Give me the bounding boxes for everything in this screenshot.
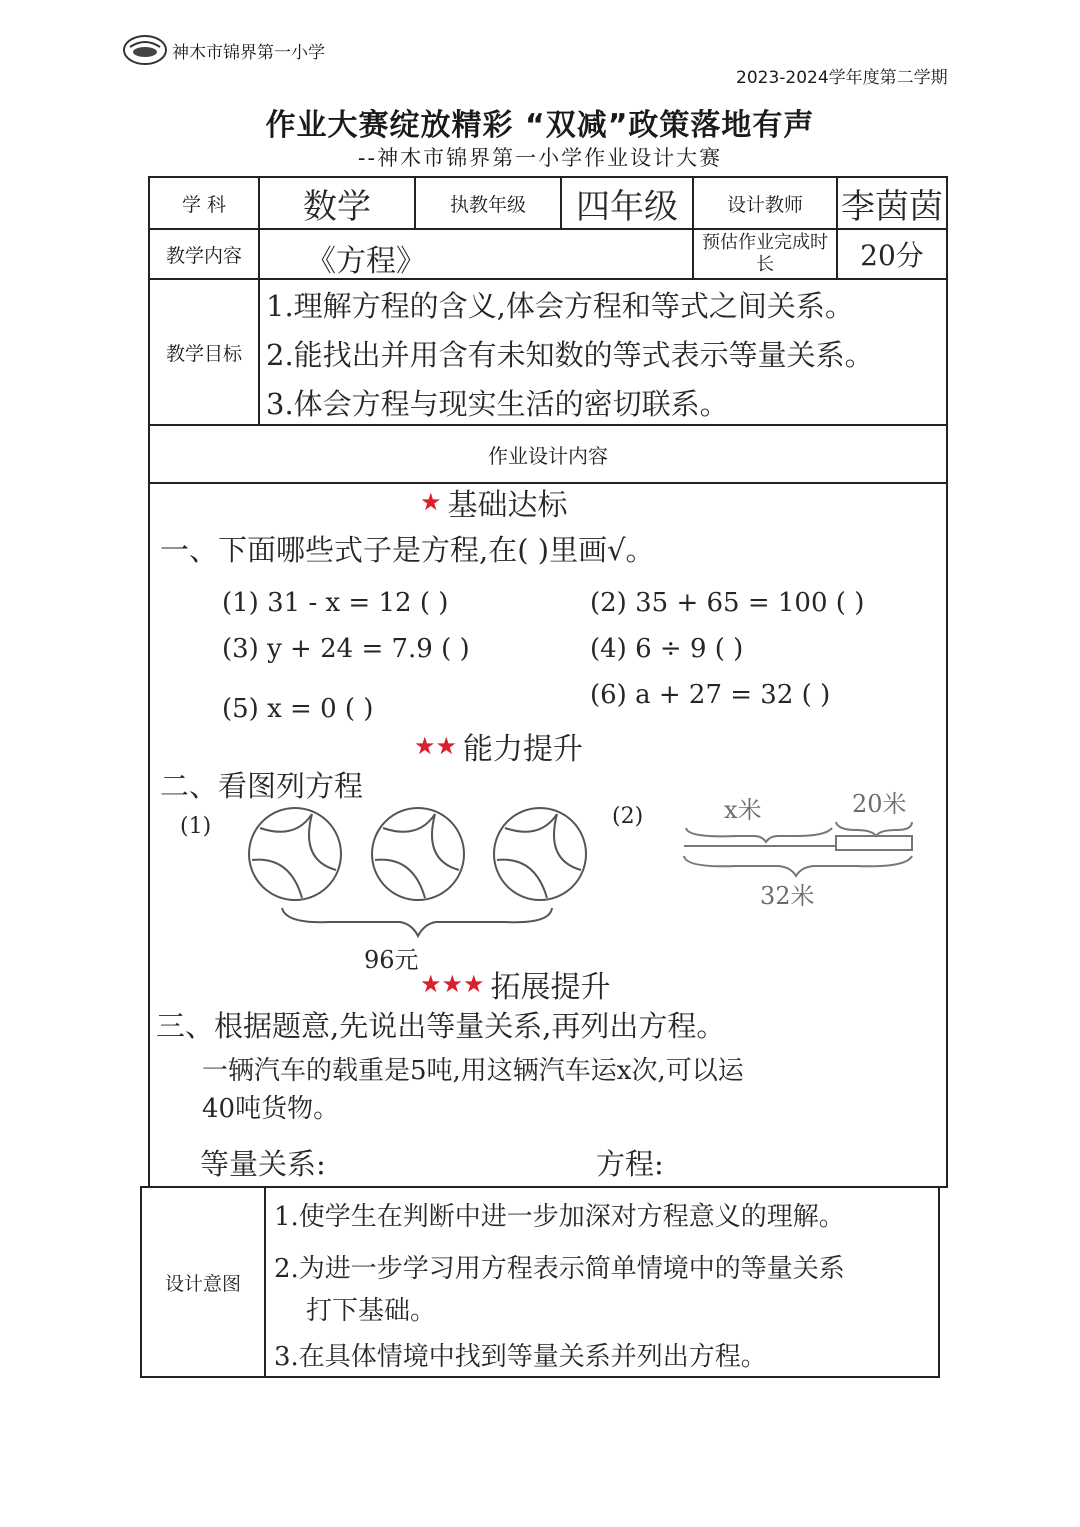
goal-item: 1.理解方程的含义,体会方程和等式之间关系。 xyxy=(266,289,854,323)
row-divider xyxy=(148,278,948,280)
section1-heading xyxy=(420,480,568,524)
intent-label: 设计意图 xyxy=(164,1272,241,1295)
equation-item: (3) y + 24 = 7.9 ( ) xyxy=(222,634,470,664)
teacher-label: 设计教师 xyxy=(726,193,803,216)
content-label: 教学内容 xyxy=(165,244,242,267)
section2-question: 二、看图列方程 xyxy=(160,769,364,803)
homework-header: 作业设计内容 xyxy=(488,443,608,468)
segment-diagram xyxy=(676,812,920,882)
time-value: 20分 xyxy=(860,239,924,272)
section3-problem: 一辆汽车的载重是5吨,用这辆汽车运x次,可以运 xyxy=(202,1056,744,1086)
page-subtitle: --神木市锦界第一小学作业设计大赛 xyxy=(357,146,723,170)
section1-title: 基础达标 xyxy=(447,488,568,523)
intent-item: 2.为进一步学习用方程表示简单情境中的等量关系 xyxy=(274,1254,845,1284)
section1-question: 一、下面哪些式子是方程,在( )里画√。 xyxy=(160,533,655,567)
goal-item: 3.体会方程与现实生活的密切联系。 xyxy=(266,387,729,421)
volleyball-icon xyxy=(372,808,464,900)
equation-item: (2) 35 + 65 = 100 ( ) xyxy=(590,588,865,618)
page-title: 作业大赛绽放精彩 “双减”政策落地有声 xyxy=(265,108,815,143)
school-header xyxy=(122,30,325,70)
star-icon: ★ xyxy=(420,488,442,516)
part1-total: 96元 xyxy=(364,946,419,974)
star-icon: ★★★ xyxy=(420,970,485,998)
section2-title: 能力提升 xyxy=(463,732,584,767)
school-logo-icon xyxy=(122,33,168,67)
part2-label: (2) xyxy=(612,804,644,829)
star-icon: ★★ xyxy=(414,732,458,760)
intent-item: 1.使学生在判断中进一步加深对方程意义的理解。 xyxy=(274,1202,845,1232)
part2-total: 32米 xyxy=(760,882,815,910)
school-name: 神木市锦界第一小学 xyxy=(172,42,325,63)
volleyball-icon xyxy=(249,808,341,900)
time-label: 预估作业完成时长 xyxy=(702,232,828,275)
relation-label: 等量关系: xyxy=(200,1147,326,1181)
section2-heading xyxy=(414,724,583,768)
goals-label: 教学目标 xyxy=(165,342,242,365)
intent-item: 打下基础。 xyxy=(306,1296,437,1326)
volleyball-icon xyxy=(494,808,586,900)
equation-item: (6) a + 27 = 32 ( ) xyxy=(590,680,831,710)
equation-item: (1) 31 - x = 12 ( ) xyxy=(222,588,449,618)
subject-label: 学 科 xyxy=(181,193,227,216)
goal-item: 2.能找出并用含有未知数的等式表示等量关系。 xyxy=(266,338,874,372)
col-divider xyxy=(264,1186,266,1378)
part2-x: x米 xyxy=(724,796,762,824)
equation-item: (4) 6 ÷ 9 ( ) xyxy=(590,634,744,664)
content-value: 《方程》 xyxy=(306,244,426,279)
part1-label: (1) xyxy=(180,814,212,839)
intent-item: 3.在具体情境中找到等量关系并列出方程。 xyxy=(274,1342,767,1372)
equation-item: (5) x = 0 ( ) xyxy=(222,694,374,724)
term-label: 2023-2024学年度第二学期 xyxy=(736,68,948,88)
subject-value: 数学 xyxy=(303,186,371,227)
volleyballs-illustration xyxy=(240,800,600,940)
grade-label: 执教年级 xyxy=(449,193,526,216)
section3-question: 三、根据题意,先说出等量关系,再列出方程。 xyxy=(156,1009,726,1043)
teacher-value: 李茵茵 xyxy=(841,186,943,227)
equation-label: 方程: xyxy=(596,1147,664,1181)
section3-problem: 40吨货物。 xyxy=(202,1094,340,1124)
grade-value: 四年级 xyxy=(576,186,678,227)
section3-heading xyxy=(420,962,611,1006)
section3-title: 拓展提升 xyxy=(490,970,611,1005)
part2-20: 20米 xyxy=(852,790,907,818)
